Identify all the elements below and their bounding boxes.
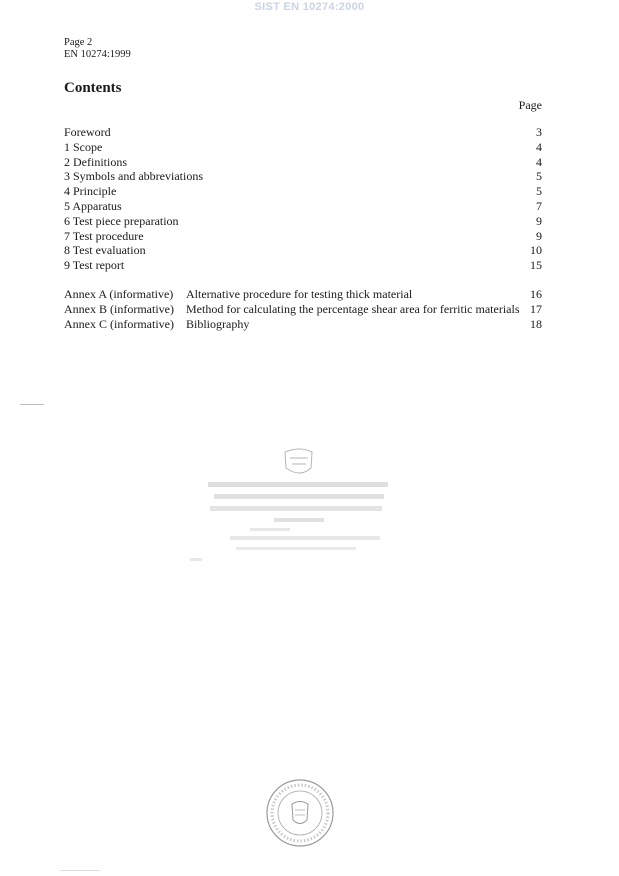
crest-icon [285,449,312,473]
toc-entry-apparatus[interactable] [64,199,542,214]
toc-entry-title: 1 Scope [64,139,103,154]
annex-entry-c[interactable] [64,317,542,332]
toc-entry-page: 3 [536,125,542,139]
toc-entry-scope[interactable] [64,140,542,155]
watermark: SIST EN 10274:2000 [254,1,365,13]
toc-entry-symbols[interactable] [64,169,542,184]
toc-entry-page: 9 [536,228,542,243]
toc-entry-test-piece-preparation[interactable] [64,214,542,229]
toc-entry-page: 9 [536,213,542,228]
toc-entry-title: 2 Definitions [64,154,127,169]
toc-entry-title: 8 Test evaluation [64,243,146,258]
annex-label: Annex C (informative) [64,316,174,331]
annex-label: Annex B (informative) [64,301,174,316]
toc-entry-definitions[interactable] [64,155,542,170]
annex-page: 18 [530,316,542,331]
toc-entry-title: 5 Apparatus [64,198,122,213]
official-seal-image [265,778,335,848]
toc-entry-title: 9 Test report [64,258,125,273]
standard-number: EN 10274:1999 [64,49,131,60]
shield-icon [292,802,308,824]
annex-list [64,287,542,331]
toc-entry-page: 7 [536,198,542,213]
toc-entry-title: 6 Test piece preparation [64,213,179,228]
annex-title: Method for calculating the percentage shear area for ferritic materials [186,301,520,316]
annex-title: Alternative procedure for testing thick material [186,287,413,301]
toc-entry-page: 10 [530,243,542,258]
annex-page: 17 [530,301,542,316]
annex-title: Bibliography [186,316,250,331]
page-header [64,37,131,61]
scan-mark [20,404,44,405]
faded-stamp-image [190,444,410,574]
toc-entry-title: 7 Test procedure [64,228,144,243]
toc-entry-test-report[interactable] [64,258,542,273]
annex-entry-b[interactable] [64,302,542,317]
toc-entry-page: 5 [536,184,542,199]
toc-entry-foreword[interactable] [64,125,542,140]
toc-entry-page: 15 [530,258,542,273]
toc-entry-test-evaluation[interactable] [64,243,542,258]
page-number: Page 2 [64,37,93,48]
toc-entry-page: 4 [536,154,542,169]
toc-entry-principle[interactable] [64,184,542,199]
contents-heading: Contents [64,80,122,96]
toc-entry-title: Foreword [64,125,111,139]
annex-label: Annex A (informative) [64,287,174,301]
table-of-contents [64,125,542,273]
toc-entry-test-procedure[interactable] [64,229,542,244]
toc-entry-page: 4 [536,139,542,154]
annex-page: 16 [530,287,542,301]
page-column-label: Page [518,98,542,112]
toc-entry-title: 3 Symbols and abbreviations [64,169,203,184]
scan-mark [60,870,100,871]
toc-entry-page: 5 [536,169,542,184]
toc-entry-title: 4 Principle [64,184,117,199]
annex-entry-a[interactable] [64,287,542,302]
